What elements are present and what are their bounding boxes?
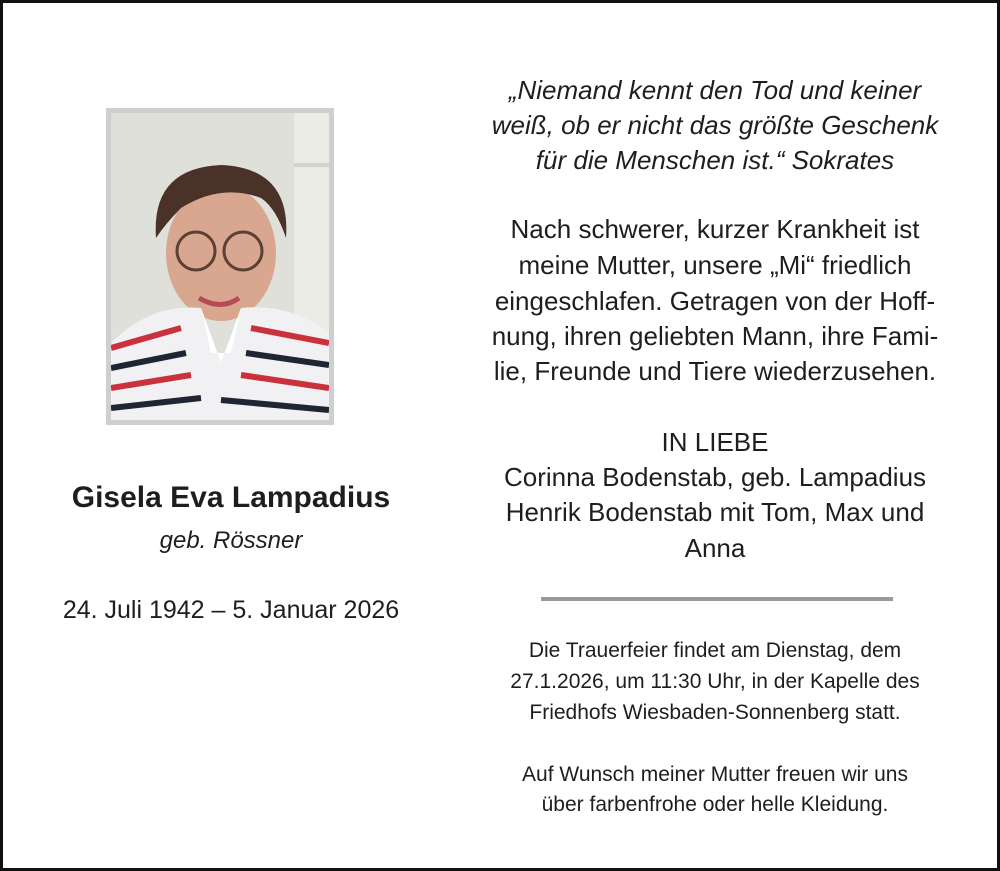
message-line: eingeschlafen. Getragen von der Hoff- xyxy=(494,286,936,316)
signoff-line: Henrik Bodenstab mit Tom, Max und xyxy=(505,497,925,527)
funeral-line: Friedhofs Wiesbaden-Sonnenberg statt. xyxy=(529,701,901,724)
quote-line: weiß, ob er nicht das größte Geschenk xyxy=(491,110,939,140)
birth-name: geb. Rössner xyxy=(159,527,303,554)
message-line: lie, Freunde und Tiere wiederzusehen. xyxy=(493,356,937,386)
signoff-heading: IN LIEBE xyxy=(661,427,769,457)
signoff-line: Anna xyxy=(684,533,746,563)
life-dates: 24. Juli 1942 – 5. Januar 2026 xyxy=(62,596,400,624)
funeral-line: 27.1.2026, um 11:30 Uhr, in der Kapelle des xyxy=(510,670,920,693)
request-line: Auf Wunsch meiner Mutter freuen wir uns xyxy=(522,763,908,786)
message-line: nung, ihren geliebten Mann, ihre Fami- xyxy=(491,321,939,351)
signoff-line: Corinna Bodenstab, geb. Lampadius xyxy=(503,462,927,492)
funeral-line: Die Trauerfeier findet am Dienstag, dem xyxy=(528,639,902,662)
divider xyxy=(541,597,893,601)
request-line: über farbenfrohe oder helle Kleidung. xyxy=(541,793,889,816)
message-line: meine Mutter, unsere „Mi“ friedlich xyxy=(518,250,912,280)
message-line: Nach schwerer, kurzer Krankheit ist xyxy=(510,214,920,244)
portrait-photo xyxy=(106,108,334,425)
deceased-name: Gisela Eva Lampadius xyxy=(71,481,391,514)
quote-line: für die Menschen ist.“ Sokrates xyxy=(535,145,895,175)
quote-line: „Niemand kennt den Tod und keiner xyxy=(508,75,922,105)
